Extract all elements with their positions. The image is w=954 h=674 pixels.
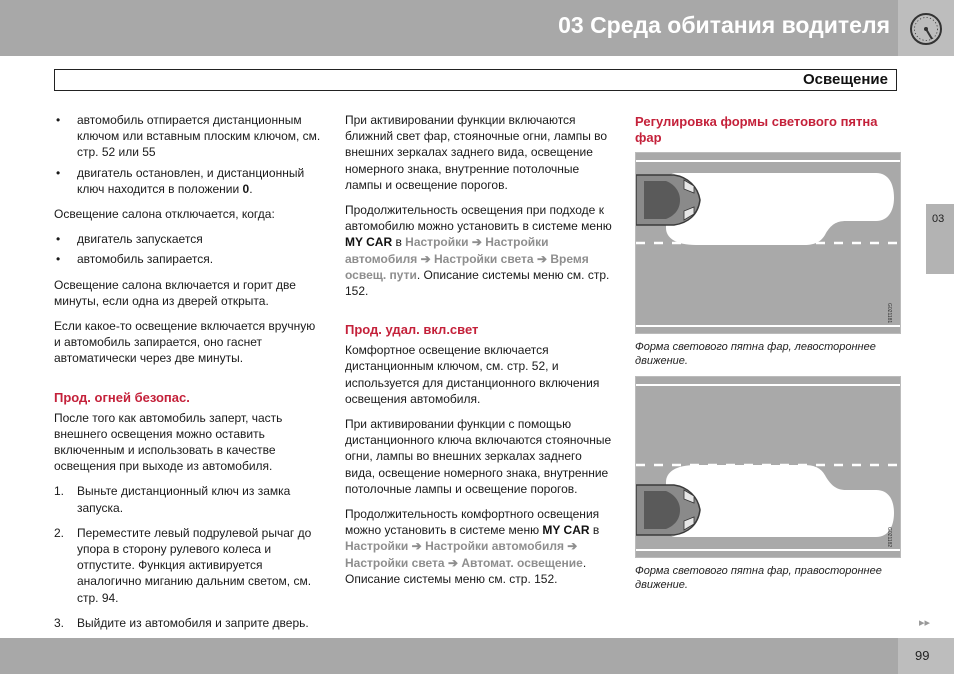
step-item: 3. Выйдите из автомобиля и заприте дверь. — [54, 615, 309, 630]
page-number-box — [898, 638, 954, 674]
arrow-right-icon: ➔ — [536, 251, 548, 266]
paragraph-light-on: Освещение салона включается и горит две минуты, если одна из дверей открыта. — [54, 277, 296, 308]
figure-right-hand-traffic — [635, 376, 901, 558]
gauge-icon — [909, 12, 943, 46]
heading-comfort-lights: Прод. удал. вкл.свет — [345, 322, 479, 338]
figure-code: G021182 — [886, 527, 892, 548]
menu-path-item: Автомат. освещение — [461, 555, 583, 570]
mycar-label: MY CAR — [345, 235, 393, 250]
chapter-tab[interactable] — [926, 204, 954, 274]
column-left — [54, 112, 322, 640]
off-conditions-list — [54, 231, 322, 267]
section-bar — [54, 69, 897, 91]
paragraph-comfort-intro: Комфортное освещение включается дистанционным ключом, см. стр. 52, и используется для дистанционного включения освещения автомобиля. — [345, 343, 600, 406]
footer-bar — [0, 638, 954, 674]
double-arrow-icon[interactable]: ▸▸ — [919, 617, 931, 629]
figure-left-hand-traffic — [635, 152, 901, 334]
column-middle — [345, 112, 613, 596]
arrow-right-icon: ➔ — [447, 555, 459, 570]
figure-code: G021181 — [886, 303, 892, 324]
paragraph-comfort-activation: При активировании функции с помощью дистанционного ключа включаются стояночные огни, лампы во внешних зеркалах заднего вида, освещение номерного знака, внутренние потолочные лампы и освещение порогов. — [345, 417, 612, 496]
list-item: • автомобиль запирается. — [54, 251, 322, 267]
mycar-label: MY CAR — [542, 523, 590, 538]
step-item: 1. Выньте дистанционный ключ из замка запуска. — [54, 484, 291, 515]
paragraph-safety-lights: После того как автомобиль заперт, часть внешнего освещения можно оставить включенным и использовать в качестве освещения при выходе из автомобиля. — [54, 410, 283, 474]
chapter-icon-box — [898, 0, 954, 56]
menu-path-item: Время освещ. пути — [345, 251, 589, 282]
chapter-header-bar — [0, 0, 954, 56]
paragraph-approach-menu: Продолжительность освещения при подходе к автомобилю можно установить в системе меню MY CAR в Настройки ➔ Настройки автомобиля ➔ Настройки света ➔ Время освещ. пути. Описание системы меню см. стр. 152. — [345, 203, 612, 299]
menu-path-item: Настройки — [405, 235, 469, 250]
steps-list — [54, 483, 322, 631]
car-icon — [636, 485, 700, 535]
menu-path-item: Настройки автомобиля — [425, 539, 564, 554]
heading-beam-pattern: Регулировка формы светового пятна фар — [635, 114, 878, 145]
paragraph-comfort-menu: Продолжительность комфортного освещения можно установить в системе меню MY CAR в Настройки ➔ Настройки автомобиля ➔ Настройки света ➔ Автомат. освещение. Описание системы меню см. стр. 152. — [345, 507, 600, 586]
figure-caption-right: Форма светового пятна фар, правостороннее движение. — [635, 565, 882, 591]
step-item: 2. Переместите левый подрулевой рычаг до упора в сторону рулевого колеса и отпустите. Функция активируется аналогично миганию дальним светом, см. стр. 94. — [54, 525, 312, 605]
paragraph-auto-off: Если какое-то освещение включается вручную и автомобиль запирается, оно гаснет автоматически через две минуты. — [54, 319, 316, 366]
chapter-title: 03 Среда обитания водителя — [558, 12, 890, 38]
paragraph-approach-activation: При активировании функции включаются ближний свет фар, стояночные огни, лампы во внешних зеркалах заднего вида, освещение номерного знака, внутренние потолочные лампы и освещение порогов. — [345, 113, 608, 192]
beam-illustration-left — [636, 153, 900, 333]
arrow-right-icon: ➔ — [420, 251, 431, 266]
chapter-tab-label: 03 — [932, 213, 945, 225]
menu-path-item: Настройки — [345, 539, 409, 554]
section-title: Освещение — [803, 71, 888, 88]
list-item: • двигатель запускается — [54, 231, 322, 247]
paragraph-light-off: Освещение салона отключается, когда: — [54, 207, 275, 222]
arrow-right-icon: ➔ — [567, 539, 578, 554]
unlock-conditions-list — [54, 112, 322, 197]
car-icon — [636, 175, 700, 225]
arrow-right-icon: ➔ — [411, 539, 422, 554]
menu-path-item: Настройки света — [434, 251, 534, 266]
menu-path-item: Настройки автомобиля — [345, 235, 549, 266]
list-item: • двигатель остановлен, и дистанционный ключ находится в положении 0. — [54, 165, 322, 197]
heading-safety-lights: Прод. огней безопас. — [54, 389, 190, 405]
column-right — [635, 114, 903, 600]
list-item: • автомобиль отпирается дистанционным ключом или вставным плоским ключом, см. стр. 52 или 55 — [54, 112, 322, 161]
figure-caption-left: Форма светового пятна фар, левостороннее движение. — [635, 341, 876, 367]
beam-illustration-right — [636, 377, 900, 557]
arrow-right-icon: ➔ — [471, 235, 482, 250]
menu-path-item: Настройки света — [345, 555, 445, 570]
page-number: 99 — [915, 648, 930, 663]
